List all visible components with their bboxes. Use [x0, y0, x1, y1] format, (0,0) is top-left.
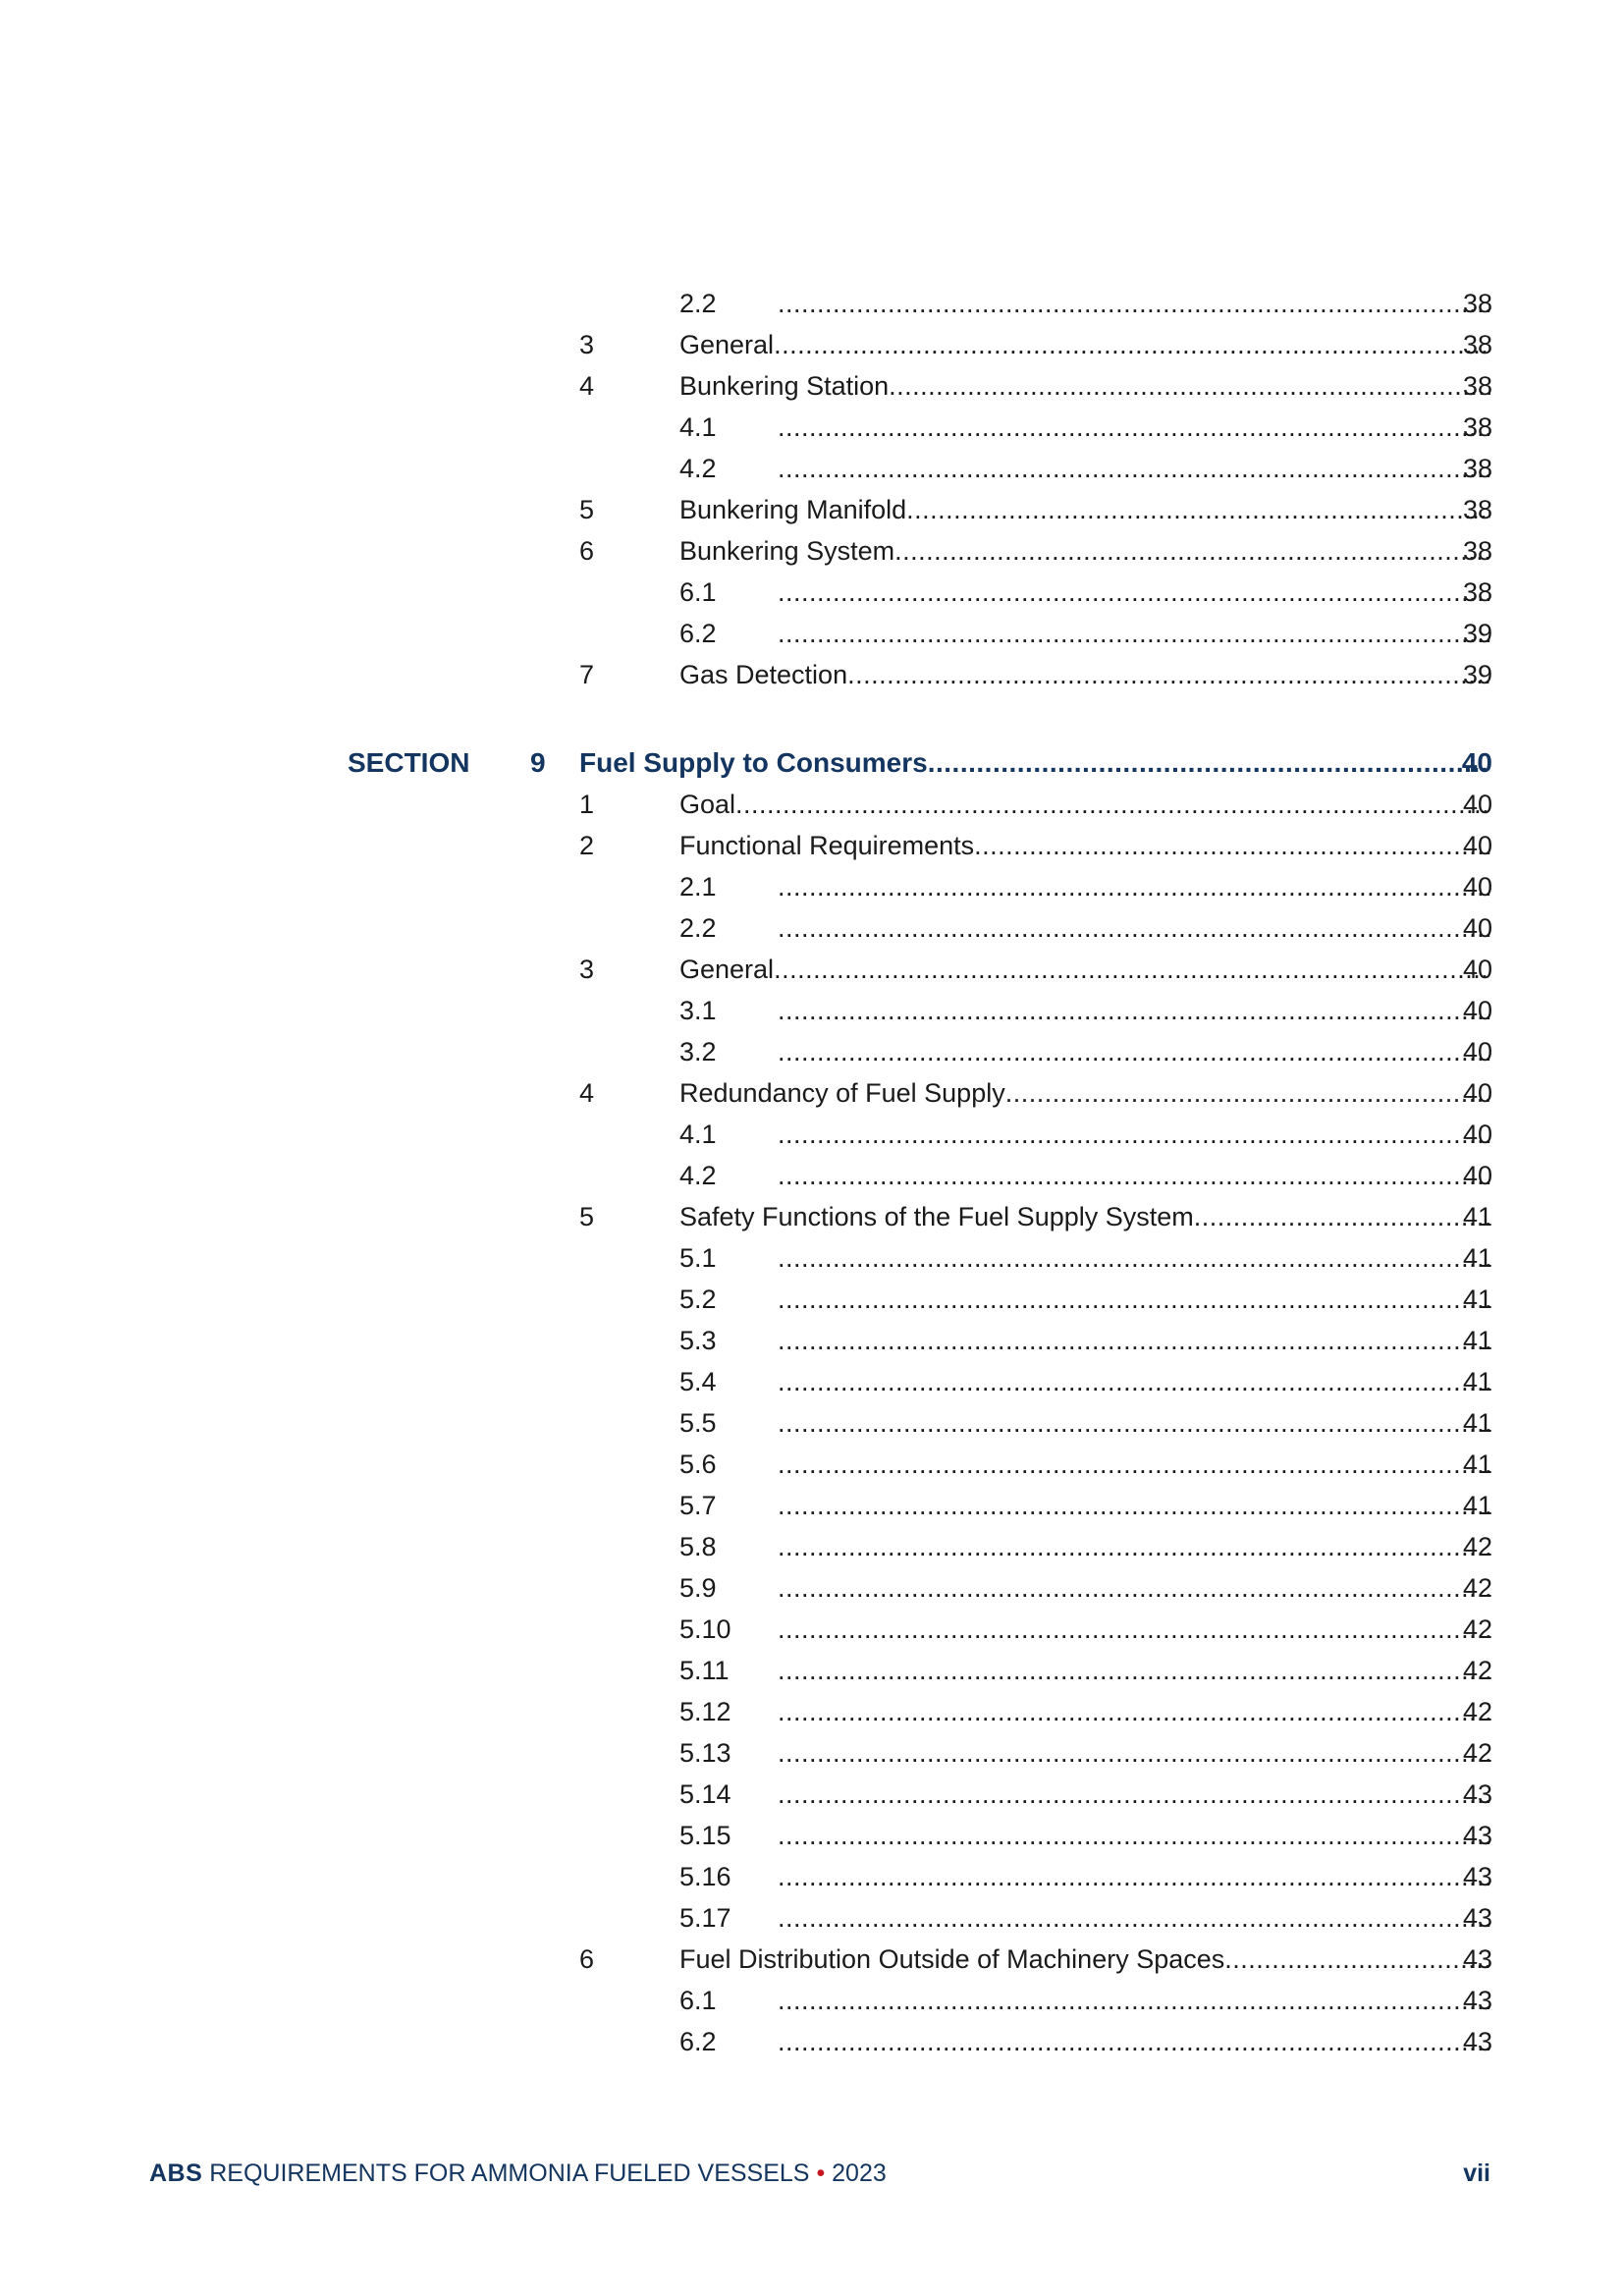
toc-entry[interactable]: 5.15 ..... 43: [0, 1815, 1623, 1856]
dot-leader: [778, 1361, 1490, 1402]
toc-entry-leader: [778, 1609, 1490, 1650]
toc-entry[interactable]: 2.1 ..... 40: [0, 866, 1623, 907]
dot-leader: [778, 1732, 1490, 1774]
toc-entry[interactable]: 5.17 ..... 43: [0, 1897, 1623, 1939]
toc-entry-number: 5.1: [679, 1243, 717, 1273]
footer-year: 2023: [832, 2159, 887, 2187]
toc-entry-leader: [679, 1939, 1490, 1980]
toc-entry-number: 5.17: [679, 1903, 731, 1933]
toc-entry-number: 6.2: [679, 2027, 717, 2056]
toc-entry-leader: [778, 448, 1490, 489]
dot-leader: [778, 407, 1490, 448]
toc-entry-leader: [679, 324, 1490, 365]
dot-leader: [778, 1691, 1490, 1732]
toc-entry-leader: [778, 1815, 1490, 1856]
toc-entry-leader: [679, 1196, 1490, 1237]
toc-entry-number: 4: [579, 1078, 595, 1108]
dot-leader: [774, 949, 1490, 990]
dot-leader: [778, 907, 1490, 949]
dot-leader: [778, 613, 1490, 654]
dot-leader: [778, 1031, 1490, 1072]
dot-leader: [778, 990, 1490, 1031]
toc-entry-leader: [778, 990, 1490, 1031]
toc-entry[interactable]: 2.2 ..... 38: [0, 283, 1623, 324]
dot-leader: [1194, 1196, 1490, 1237]
dot-leader: [778, 1237, 1490, 1279]
toc-entry[interactable]: 4 Bunkering Station ..... 38: [0, 365, 1623, 407]
toc-entry[interactable]: 3 General ..... 38: [0, 324, 1623, 365]
dot-leader: [906, 489, 1490, 530]
toc-entries-section-9: [0, 784, 1623, 2062]
toc-entry-number: 5.9: [679, 1573, 717, 1603]
dot-leader: [778, 1402, 1490, 1444]
toc-entry-number: 6.1: [679, 577, 717, 607]
toc-entry-leader: [778, 1774, 1490, 1815]
toc-entry-leader: [778, 1485, 1490, 1526]
toc-entry-leader: [679, 949, 1490, 990]
toc-entry-leader: [778, 572, 1490, 613]
toc-entry-leader: [778, 1856, 1490, 1897]
toc-entries-continued: [0, 283, 1623, 695]
toc-entry[interactable]: 5.4 ..... 41: [0, 1361, 1623, 1402]
toc-entry-number: 3.1: [679, 996, 717, 1025]
section-heading[interactable]: SECTION 9 Fuel Supply to Consumers ..... 40: [0, 742, 1623, 784]
toc-entry-title: General: [679, 955, 775, 984]
dot-leader: [974, 825, 1490, 866]
toc-entry[interactable]: 2.2 ..... 40: [0, 907, 1623, 949]
toc-entry-number: 5.3: [679, 1326, 717, 1355]
toc-entry[interactable]: 5.2 ..... 41: [0, 1279, 1623, 1320]
footer-page-number: vii: [1463, 2159, 1490, 2187]
toc-entry-leader: [778, 1237, 1490, 1279]
dot-leader: [778, 1774, 1490, 1815]
toc-entry-leader: [778, 866, 1490, 907]
dot-leader: [778, 1485, 1490, 1526]
toc-entry-leader: [778, 407, 1490, 448]
toc-entry[interactable]: 6 Bunkering System ..... 38: [0, 530, 1623, 572]
dot-leader: [1224, 1939, 1490, 1980]
toc-entry-number: 2: [579, 831, 595, 860]
toc-entry[interactable]: 1 Goal ..... 40: [0, 784, 1623, 825]
toc-entry-number: 5.4: [679, 1367, 717, 1396]
toc-entry-number: 1: [579, 790, 595, 819]
toc-entry-leader: [679, 365, 1490, 407]
toc-entry-number: 3: [579, 955, 595, 984]
toc-entry-title: Fuel Distribution Outside of Machinery Spaces: [679, 1944, 1225, 1974]
dot-leader: [847, 654, 1490, 695]
toc-entry-leader: [778, 1691, 1490, 1732]
toc-entry-number: 5.2: [679, 1285, 717, 1314]
toc-entry-number: 5: [579, 1202, 595, 1231]
toc-entry-title: Gas Detection: [679, 660, 848, 689]
abs-logo-text: ABS: [149, 2159, 203, 2187]
toc-entry-number: 2.2: [679, 913, 717, 943]
footer-title: REQUIREMENTS FOR AMMONIA FUELED VESSELS: [209, 2159, 810, 2187]
toc-entry-leader: [778, 1444, 1490, 1485]
toc-entry-leader: [778, 1980, 1490, 2021]
toc-entry-title: Bunkering Station: [679, 371, 890, 401]
toc-entry[interactable]: 5.14 ..... 43: [0, 1774, 1623, 1815]
dot-leader: [1005, 1072, 1490, 1114]
toc-entry[interactable]: 5.8 ..... 42: [0, 1526, 1623, 1567]
section-number: 9: [530, 747, 546, 778]
toc-entry-leader: [679, 1072, 1490, 1114]
toc-entry-title: Redundancy of Fuel Supply: [679, 1078, 1005, 1108]
toc-entry-leader: [778, 613, 1490, 654]
dot-leader: [778, 1856, 1490, 1897]
toc-entry-title: Bunkering System: [679, 536, 895, 566]
toc-entry[interactable]: 6.1 ..... 38: [0, 572, 1623, 613]
toc-entry-leader: [778, 2021, 1490, 2062]
toc-entry[interactable]: 5.1 ..... 41: [0, 1237, 1623, 1279]
toc-entry-number: 5.10: [679, 1614, 731, 1644]
toc-entry-number: 4.1: [679, 1120, 717, 1149]
toc-entry-number: 2.2: [679, 289, 717, 318]
toc-entry-number: 6.2: [679, 619, 717, 648]
toc-entry-leader: [679, 784, 1490, 825]
dot-leader: [778, 1815, 1490, 1856]
toc-entry-number: 5.14: [679, 1779, 731, 1809]
dot-leader: [778, 1897, 1490, 1939]
dot-leader: [778, 1114, 1490, 1155]
toc-entry-leader: [778, 1897, 1490, 1939]
toc-entry-leader: [778, 907, 1490, 949]
toc-entry-number: 5.6: [679, 1449, 717, 1479]
toc-entry-number: 5.7: [679, 1491, 717, 1520]
dot-leader: [928, 742, 1490, 784]
toc-entry[interactable]: 6.2 ..... 39: [0, 613, 1623, 654]
toc-entry[interactable]: 2 Functional Requirements ..... 40: [0, 825, 1623, 866]
toc-entry-leader: [778, 1320, 1490, 1361]
toc-entry-leader: [778, 1526, 1490, 1567]
dot-leader: [778, 2021, 1490, 2062]
toc-entry-number: 4.2: [679, 1161, 717, 1190]
toc-entry[interactable]: 3.1 ..... 40: [0, 990, 1623, 1031]
toc-entry[interactable]: 4.1 ..... 38: [0, 407, 1623, 448]
page-footer: [149, 2159, 1490, 2199]
dot-leader: [778, 1320, 1490, 1361]
toc-entry-number: 4: [579, 371, 595, 401]
toc-entry-number: 3: [579, 330, 595, 359]
toc-entry[interactable]: 5 Bunkering Manifold ..... 38: [0, 489, 1623, 530]
toc-entry[interactable]: 6.1 ..... 43: [0, 1980, 1623, 2021]
toc-entry[interactable]: 4.2 ..... 38: [0, 448, 1623, 489]
toc-entry[interactable]: 3.2 ..... 40: [0, 1031, 1623, 1072]
toc-entry-leader: [679, 530, 1490, 572]
toc-entry-leader: [778, 1155, 1490, 1196]
toc-entry-number: 3.2: [679, 1037, 717, 1066]
toc-entry[interactable]: 5.9 ..... 42: [0, 1567, 1623, 1609]
dot-leader: [778, 866, 1490, 907]
toc-entry[interactable]: 5.11 ..... 42: [0, 1650, 1623, 1691]
dot-leader: [778, 572, 1490, 613]
dot-leader: [889, 365, 1490, 407]
dot-leader: [778, 283, 1490, 324]
toc-entry[interactable]: 5.6 ..... 41: [0, 1444, 1623, 1485]
toc-entry-title: General: [679, 330, 775, 359]
toc-entry-number: 6.1: [679, 1986, 717, 2015]
toc-entry[interactable]: 3 General ..... 40: [0, 949, 1623, 990]
toc-entry-leader: [778, 283, 1490, 324]
toc-entry-leader: [778, 1114, 1490, 1155]
toc-entry-number: 7: [579, 660, 595, 689]
toc-entry-leader: [778, 1031, 1490, 1072]
table-of-contents: [0, 283, 1623, 2062]
toc-entry[interactable]: 6 Fuel Distribution Outside of Machinery Spaces ..... 43: [0, 1939, 1623, 1980]
toc-entry[interactable]: 5.13 ..... 42: [0, 1732, 1623, 1774]
toc-entry-leader: [679, 489, 1490, 530]
dot-leader: [778, 1567, 1490, 1609]
toc-entry-number: 5: [579, 495, 595, 524]
toc-entry-title: Goal: [679, 790, 736, 819]
dot-leader: [778, 1155, 1490, 1196]
toc-entry[interactable]: 4.2 ..... 40: [0, 1155, 1623, 1196]
toc-entry[interactable]: 7 Gas Detection ..... 39: [0, 654, 1623, 695]
toc-entry-number: 2.1: [679, 872, 717, 902]
toc-entry-leader: [778, 1732, 1490, 1774]
toc-entry[interactable]: 5.12 ..... 42: [0, 1691, 1623, 1732]
toc-entry-leader: [778, 1650, 1490, 1691]
toc-entry-number: 5.5: [679, 1408, 717, 1438]
toc-entry-leader: [679, 825, 1490, 866]
toc-entry-number: 5.13: [679, 1738, 731, 1768]
section-label: SECTION: [348, 747, 470, 778]
dot-leader: [778, 1279, 1490, 1320]
toc-entry-title: Safety Functions of the Fuel Supply System: [679, 1202, 1194, 1231]
toc-entry-number: 6: [579, 1944, 595, 1974]
dot-leader: [778, 448, 1490, 489]
toc-entry-number: 5.12: [679, 1697, 731, 1726]
dot-leader: [778, 1650, 1490, 1691]
toc-entry-number: 5.15: [679, 1821, 731, 1850]
toc-entry-leader: [778, 1279, 1490, 1320]
dot-leader: [778, 1980, 1490, 2021]
toc-entry[interactable]: 5.16 ..... 43: [0, 1856, 1623, 1897]
dot-leader: [735, 784, 1490, 825]
toc-entry[interactable]: 5.7 ..... 41: [0, 1485, 1623, 1526]
toc-entry-number: 5.11: [679, 1656, 730, 1685]
toc-entry[interactable]: 6.2 ..... 43: [0, 2021, 1623, 2062]
toc-entry[interactable]: 4 Redundancy of Fuel Supply ..... 40: [0, 1072, 1623, 1114]
toc-entry-number: 6: [579, 536, 595, 566]
toc-entry-leader: [778, 1361, 1490, 1402]
toc-entry-number: 5.16: [679, 1862, 731, 1891]
dot-leader: [894, 530, 1490, 572]
toc-entry[interactable]: 4.1 ..... 40: [0, 1114, 1623, 1155]
toc-entry-number: 4.1: [679, 412, 717, 442]
toc-entry-title: Functional Requirements: [679, 831, 975, 860]
toc-entry-number: 4.2: [679, 454, 717, 483]
section-title: Fuel Supply to Consumers: [579, 747, 928, 778]
toc-entry-leader: [679, 654, 1490, 695]
section-leader: [579, 742, 1490, 784]
dot-leader: [778, 1444, 1490, 1485]
toc-entry-title: Bunkering Manifold: [679, 495, 907, 524]
toc-entry-leader: [778, 1567, 1490, 1609]
toc-entry[interactable]: 5.5 ..... 41: [0, 1402, 1623, 1444]
toc-entry[interactable]: 5.3 ..... 41: [0, 1320, 1623, 1361]
dot-leader: [778, 1526, 1490, 1567]
dot-leader: [774, 324, 1490, 365]
toc-entry-number: 5.8: [679, 1532, 717, 1561]
toc-entry[interactable]: 5 Safety Functions of the Fuel Supply System ..... 41: [0, 1196, 1623, 1237]
footer-separator: •: [816, 2159, 826, 2187]
toc-entry[interactable]: 5.10 ..... 42: [0, 1609, 1623, 1650]
toc-entry-leader: [778, 1402, 1490, 1444]
dot-leader: [778, 1609, 1490, 1650]
